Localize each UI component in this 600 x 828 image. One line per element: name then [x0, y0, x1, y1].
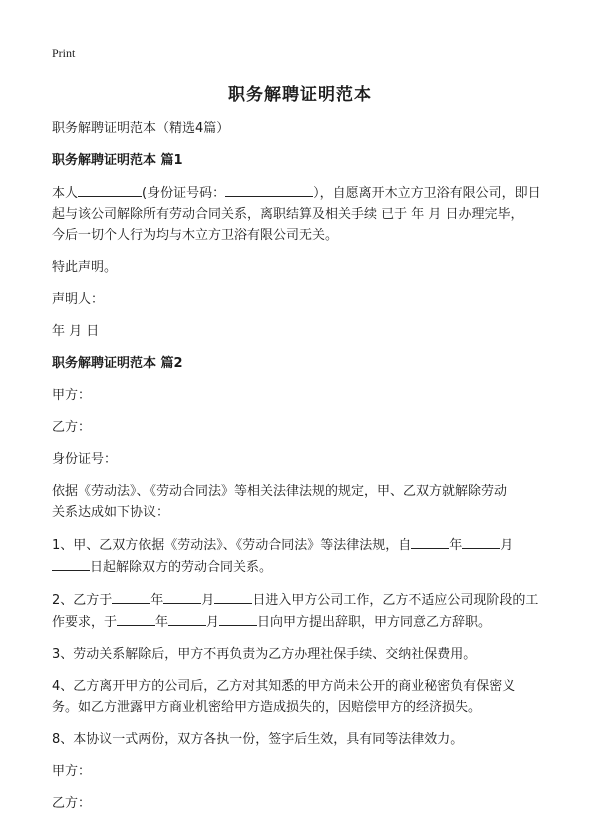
section-2-heading: 职务解聘证明范本 篇2 [52, 356, 183, 371]
para-1-text-b: (身份证号码： [142, 186, 226, 201]
declarer-label: 声明人： [52, 292, 105, 307]
intro-line-2: 关系达成如下协议： [52, 505, 170, 520]
declaration-text: 特此声明。 [52, 260, 118, 275]
party-a-signature-label: 甲方： [52, 764, 92, 779]
para-1-line-3: 今后一切个人行为均与木立方卫浴有限公司无关。 [52, 228, 339, 243]
day-blank [52, 556, 90, 571]
clause-2-text-h: 日向甲方提出辞职，甲方同意乙方辞职。 [257, 615, 492, 630]
clause-4-line-2: 务。如乙方泄露甲方商业机密给甲方造成损失的，因赔偿甲方的经济损失。 [52, 700, 482, 715]
clause-1-month: 月 [500, 538, 514, 553]
clause-2-month-2: 月 [206, 615, 220, 630]
clause-2-year: 年 [150, 593, 164, 608]
clause-1-text-d: 日起解除双方的劳动合同关系。 [90, 560, 273, 575]
clause-1-year: 年 [449, 538, 463, 553]
id-number-blank [225, 182, 313, 197]
print-link[interactable]: Print [52, 46, 76, 60]
day-blank [219, 611, 257, 626]
document-subtitle: 职务解聘证明范本（精选4篇） [52, 121, 230, 136]
party-a-label: 甲方： [52, 388, 92, 403]
id-number-label: 身份证号： [52, 452, 118, 467]
intro-line-1: 依据《劳动法》、《劳动合同法》等相关法律法规的规定，甲、乙双方就解除劳动 [52, 484, 508, 499]
page-title: 职务解聘证明范本 [228, 85, 372, 105]
document-body [52, 118, 552, 814]
clause-1-text-a: 1、甲、乙双方依据《劳动法》、《劳动合同法》等法律法规，自 [52, 538, 412, 553]
clause-1 [52, 534, 552, 578]
month-blank [168, 611, 206, 626]
para-1-line-2: 起与该公司解除所有劳动合同关系，离职结算及相关手续 已于 年 月 日办理完毕， [52, 207, 524, 222]
name-blank [78, 182, 142, 197]
section-1-heading: 职务解聘证明范本 篇1 [52, 153, 183, 168]
section-1-paragraph [52, 182, 552, 246]
party-b-signature-label: 乙方： [52, 796, 92, 811]
date-line: 年 月 日 [52, 324, 100, 339]
clause-2-month: 月 [201, 593, 215, 608]
month-blank [163, 589, 201, 604]
clause-2-text-a: 2、乙方于 [52, 593, 113, 608]
agreement-intro [52, 481, 552, 523]
clause-2-year-2: 年 [155, 615, 169, 630]
clause-8: 8、本协议一式两份，双方各执一份，签字后生效，具有同等法律效力。 [52, 732, 464, 747]
clause-2-text-e: 作要求，于 [52, 615, 118, 630]
clause-3: 3、劳动关系解除后，甲方不再负责为乙方办理社保手续、交纳社保费用。 [52, 647, 477, 662]
year-blank [117, 611, 155, 626]
day-blank [214, 589, 252, 604]
clause-4-line-1: 4、乙方离开甲方的公司后，乙方对其知悉的甲方尚未公开的商业秘密负有保密义 [52, 679, 516, 694]
year-blank [411, 534, 449, 549]
clause-2 [52, 589, 552, 633]
para-1-text-c: ），自愿离开木立方卫浴有限公司，即日 [313, 186, 541, 201]
party-b-label: 乙方： [52, 420, 92, 435]
para-1-text-a: 本人 [52, 186, 79, 201]
clause-4 [52, 676, 552, 718]
year-blank [112, 589, 150, 604]
clause-2-text-d: 日进入甲方公司工作，乙方不适应公司现阶段的工 [252, 593, 539, 608]
month-blank [462, 534, 500, 549]
